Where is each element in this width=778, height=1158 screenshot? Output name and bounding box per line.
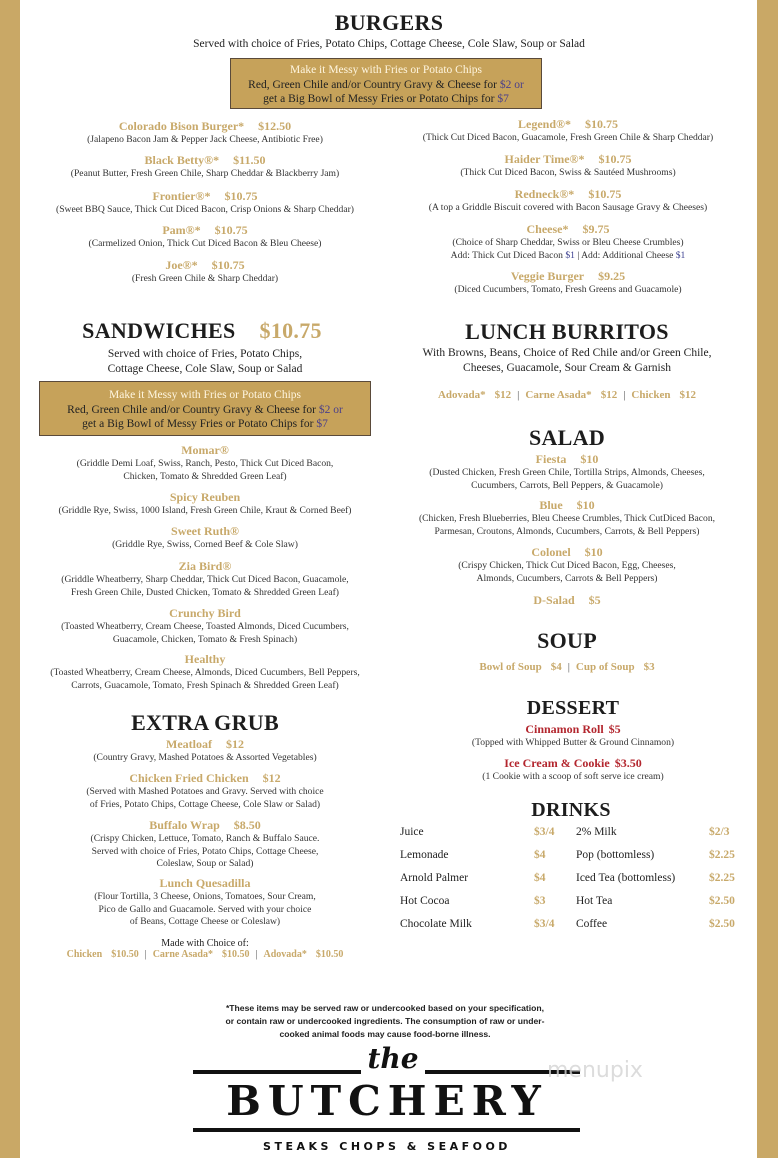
left-gold-border [0, 0, 20, 1158]
item-addons [451, 250, 686, 263]
soup-title: SOUP [537, 628, 597, 653]
item-description: (Sweet BBQ Sauce, Thick Cut Diced Bacon, Crisp Onions & Sharp Cheddar) [56, 204, 354, 215]
item-price: $10.75 [584, 117, 618, 131]
item-description: of Fries, Potato Chips, Cottage Cheese, Cole Slaw or Salad) [89, 798, 321, 810]
item-name-line [94, 876, 316, 891]
disclaimer-line: or contain raw or undercooked ingredients. The consumption of raw or under- [225, 1016, 545, 1026]
item-name-line [56, 189, 354, 204]
item-name: Legend®* [518, 117, 571, 131]
addon-price: $1 [565, 249, 575, 261]
option-price: $10.50 [111, 949, 139, 960]
item-description: (Thick Cut Diced Bacon, Swiss & Sautéed Mushrooms) [460, 167, 676, 178]
menu-item [423, 117, 713, 145]
subtitle-line: Served with choice of Fries, Potato Chips, [107, 348, 303, 360]
option-name: Bowl of Soup [479, 661, 542, 673]
item-price: $10.75 [224, 189, 258, 203]
option-price: $12 [494, 389, 512, 401]
item-description: (Chicken, Fresh Blueberries, Bleu Cheese Crumbles, Thick CutDiced Bacon, [418, 513, 716, 524]
subtitle-line: Cottage Cheese, Cole Slaw, Soup or Salad [107, 362, 303, 375]
item-name-line [472, 722, 674, 737]
item-description: (Fresh Green Chile & Sharp Cheddar) [131, 273, 279, 284]
option-name: Adovada* [437, 389, 486, 401]
item-name: Zia Bird® [178, 559, 232, 573]
menu-item [482, 756, 663, 784]
option-name: Carne Asada* [525, 389, 592, 401]
item-description: (Griddle Demi Loaf, Swiss, Ranch, Pesto, Thick Cut Diced Bacon, [76, 458, 334, 469]
item-description: (Thick Cut Diced Bacon, Guacamole, Fresh Green Chile & Sharp Cheddar) [422, 132, 714, 143]
separator: | [623, 389, 626, 401]
soup-options [479, 661, 654, 673]
option-name: Chicken [631, 389, 671, 401]
logo-rule [193, 1128, 580, 1132]
choice-label: Made with Choice of: [161, 938, 249, 949]
menu-item [61, 559, 348, 599]
menu-item [419, 498, 715, 538]
drink-name: 2% Milk [576, 826, 617, 838]
messy-heading: Make it Messy with Fries or Potato Chips [109, 389, 301, 401]
option-name: Chicken [66, 949, 103, 960]
messy-price: $7 [497, 93, 509, 105]
option-price: $4 [550, 661, 562, 673]
item-description: (A top a Griddle Biscuit covered with Bacon Sausage Gravy & Cheeses) [428, 202, 708, 213]
burrito-options [438, 389, 696, 401]
item-price: $9.75 [582, 222, 610, 236]
separator: | [255, 949, 258, 960]
drink-price: $2/3 [709, 826, 730, 838]
messy-price: $7 [316, 418, 328, 430]
item-price: $12 [262, 771, 281, 785]
menu-item [87, 119, 323, 147]
salad-title: SALAD [528, 425, 606, 450]
item-name-line [86, 771, 323, 786]
disclaimer-line: cooked animal foods may cause food-borne illness. [279, 1029, 491, 1039]
drink-price: $2.25 [709, 872, 735, 884]
item-name: Sweet Ruth® [171, 524, 239, 538]
logo-rule [193, 1070, 361, 1074]
menu-item [454, 269, 681, 297]
messy-line: get a Big Bowl of Messy Fries or Potato Chips for [263, 93, 498, 105]
item-description: (Griddle Rye, Swiss, 1000 Island, Fresh Green Chile, Kraut & Corned Beef) [58, 505, 352, 516]
item-description: Guacamole, Chicken, Tomato & Fresh Spinach) [112, 633, 298, 645]
messy-line: Red, Green Chile and/or Country Gravy & Cheese for [248, 78, 500, 91]
item-name: Black Betty®* [144, 153, 220, 167]
option-price: $12 [679, 389, 697, 401]
item-name: Buffalo Wrap [149, 818, 220, 832]
item-description: Pico de Gallo and Guacamole. Served with your choice [98, 903, 312, 915]
item-name: Haider Time®* [504, 152, 585, 166]
item-description: (Flour Tortilla, 3 Cheese, Onions, Tomatoes, Sour Cream, [94, 891, 316, 902]
item-description: Served with choice of Fries, Potato Chips, Cottage Cheese, [91, 845, 319, 857]
messy-line: get a Big Bowl of Messy Fries or Potato Chips for [82, 418, 317, 430]
item-price: $12.50 [258, 119, 292, 133]
menu-item [91, 818, 320, 871]
extra-grub-title: EXTRA GRUB [131, 710, 279, 735]
menu-item [429, 187, 707, 215]
dessert-title: DESSERT [526, 697, 620, 719]
item-name: Pam®* [162, 223, 201, 237]
item-name: Lunch Quesadilla [159, 876, 251, 890]
item-name-line [77, 443, 334, 458]
item-name-line [423, 117, 713, 132]
item-name: Momar® [181, 443, 229, 457]
item-name-line [454, 269, 681, 284]
item-name: D-Salad [533, 593, 575, 607]
menu-item [472, 722, 674, 750]
burritos-subtitle [423, 346, 712, 375]
drink-price: $2.50 [709, 895, 735, 907]
item-name: Joe®* [165, 258, 198, 272]
drink-price: $2.25 [709, 849, 735, 861]
item-name: Ice Cream & Cookie [504, 756, 610, 770]
watermark: menupix [547, 1058, 643, 1083]
menu-item [132, 258, 278, 286]
item-description: (Topped with Whipped Butter & Ground Cinnamon) [471, 737, 675, 748]
item-description: Parmesan, Croutons, Almonds, Cucumbers, Carrots, & Bell Peppers) [434, 525, 700, 537]
item-name: Veggie Burger [510, 269, 585, 283]
item-name-line [460, 152, 675, 167]
menu-item [533, 593, 600, 608]
menu-item [89, 223, 322, 251]
sandwiches-messy-box [39, 381, 371, 436]
messy-line: Red, Green Chile and/or Country Gravy & Cheese for [67, 403, 319, 416]
item-name-line [429, 187, 707, 202]
option-price: $12 [600, 389, 618, 401]
drink-name: Juice [400, 826, 424, 838]
item-price: $9.25 [598, 269, 626, 283]
item-description: Almonds, Cucumbers, Carrots & Bell Peppers) [476, 572, 658, 584]
menu-item [71, 153, 339, 181]
messy-price: $2 or [318, 403, 343, 416]
item-price: $10.75 [214, 223, 248, 237]
menu-item [458, 545, 676, 585]
item-name-line [59, 490, 352, 505]
item-description: (Choice of Sharp Cheddar, Swiss or Bleu Cheese Crumbles) [452, 237, 684, 248]
menu-item [94, 876, 316, 929]
item-description: of Beans, Cottage Cheese or Coleslaw) [129, 916, 281, 927]
drink-name: Lemonade [400, 849, 449, 861]
sandwiches-title-text: SANDWICHES [82, 318, 236, 343]
item-name: Healthy [184, 652, 226, 666]
item-description: (Griddle Wheatberry, Sharp Cheddar, Thick Cut Diced Bacon, Guacamole, [61, 574, 349, 585]
drinks-title: DRINKS [531, 799, 611, 821]
addon-price: $1 [675, 249, 686, 261]
drink-price: $4 [534, 849, 546, 861]
item-description: (Country Gravy, Mashed Potatoes & Assorted Vegetables) [93, 752, 317, 763]
item-name: Fiesta [535, 452, 567, 466]
item-name-line [93, 737, 316, 752]
item-description: (1 Cookie with a scoop of soft serve ice cream) [482, 771, 664, 782]
item-name: Crunchy Bird [169, 606, 241, 620]
item-name-line [458, 545, 676, 560]
item-price: $11.50 [233, 153, 266, 167]
item-name: Chicken Fried Chicken [129, 771, 249, 785]
burritos-title: LUNCH BURRITOS [465, 319, 669, 344]
item-price: $10 [584, 545, 603, 559]
option-name: Adovada* [263, 949, 307, 960]
item-name-line [112, 524, 298, 539]
menu-item [50, 652, 359, 692]
raw-food-disclaimer [226, 1002, 545, 1041]
item-name-line [482, 756, 663, 771]
item-name: Meatloaf [166, 737, 212, 751]
burgers-subtitle: Served with choice of Fries, Potato Chips, Cottage Cheese, Cole Slaw, Soup or Salad [193, 38, 585, 50]
drink-name: Chocolate Milk [400, 918, 472, 930]
item-description: (Peanut Butter, Fresh Green Chile, Sharp Cheddar & Blackberry Jam) [70, 168, 340, 179]
option-name: Carne Asada* [152, 949, 213, 960]
right-gold-border [757, 0, 778, 1158]
item-description: (Toasted Wheatberry, Cream Cheese, Toasted Almonds, Diced Cucumbers, [61, 621, 349, 632]
item-price: $5 [608, 722, 621, 736]
quesadilla-choices [67, 949, 344, 960]
item-name-line [50, 652, 359, 667]
sandwiches-price: $10.75 [259, 318, 322, 343]
drink-name: Hot Cocoa [400, 895, 450, 907]
drink-price: $3/4 [534, 918, 555, 930]
item-description: (Jalapeno Bacon Jam & Pepper Jack Cheese, Antibiotic Free) [87, 134, 323, 145]
item-price: $8.50 [233, 818, 261, 832]
option-name: Cup of Soup [575, 661, 635, 673]
item-name: Cheese* [526, 222, 569, 236]
logo-tagline: STEAKS CHOPS & SEAFOOD [263, 1140, 511, 1153]
item-price: $12 [225, 737, 244, 751]
item-description: (Served with Mashed Potatoes and Gravy. Served with choice [86, 786, 324, 797]
option-price: $10.50 [222, 949, 250, 960]
menu-item [59, 490, 352, 518]
item-description: Carrots, Guacamole, Tomato, Fresh Spinach & Shredded Green Leaf) [71, 679, 339, 691]
item-name-line [132, 258, 278, 273]
menu-item [86, 771, 323, 811]
burgers-title: BURGERS [334, 10, 444, 35]
option-price: $3 [643, 661, 655, 673]
addon-label: | Add: Additional Cheese [574, 249, 676, 261]
sandwiches-subtitle [108, 347, 303, 376]
menu-item [61, 606, 349, 646]
item-price: $10 [576, 498, 595, 512]
item-name: Cinnamon Roll [525, 722, 604, 736]
drink-name: Coffee [576, 918, 608, 930]
item-price: $10 [580, 452, 599, 466]
item-description: Coleslaw, Soup or Salad) [156, 858, 254, 869]
menu-item [56, 189, 354, 217]
item-name-line [533, 593, 600, 608]
item-description: Fresh Green Chile, Dusted Chicken, Tomato & Shredded Green Leaf) [71, 586, 339, 598]
menu-item [77, 443, 334, 483]
item-description: Chicken, Tomato & Shredded Green Leaf) [123, 470, 287, 482]
drink-name: Pop (bottomless) [576, 849, 655, 861]
separator: | [517, 389, 520, 401]
item-name-line [71, 153, 339, 168]
sandwiches-title [82, 318, 322, 344]
drink-name: Arnold Palmer [400, 872, 469, 884]
item-name: Blue [539, 498, 563, 512]
item-name-line [89, 223, 322, 238]
logo-the: the [367, 1042, 419, 1075]
item-description: Cucumbers, Carrots, Bell Peppers, & Guacamole) [471, 479, 663, 491]
item-description: (Diced Cucumbers, Tomato, Fresh Greens and Guacamole) [454, 284, 682, 295]
item-description: (Carmelized Onion, Thick Cut Diced Bacon & Bleu Cheese) [88, 238, 322, 249]
item-price: $10.75 [211, 258, 245, 272]
item-name-line [61, 559, 348, 574]
item-price: $5 [588, 593, 601, 607]
item-price: $3.50 [614, 756, 642, 770]
item-price: $10.75 [588, 187, 622, 201]
item-price: $10.75 [598, 152, 632, 166]
item-name: Redneck®* [514, 187, 575, 201]
drink-price: $4 [534, 872, 546, 884]
drink-price: $3/4 [534, 826, 555, 838]
menu-item [429, 452, 704, 492]
separator: | [144, 949, 147, 960]
burgers-messy-box [230, 58, 542, 109]
menu-item [93, 737, 316, 765]
drink-price: $3 [534, 895, 546, 907]
messy-price: $2 or [499, 78, 524, 91]
subtitle-line: Cheeses, Guacamole, Sour Cream & Garnish [463, 361, 671, 374]
subtitle-line: With Browns, Beans, Choice of Red Chile and/or Green Chile, [422, 347, 712, 359]
drink-name: Iced Tea (bottomless) [576, 872, 676, 884]
item-name-line [429, 452, 704, 467]
item-name-line [451, 222, 686, 237]
item-name-line [61, 606, 349, 621]
item-name: Colorado Bison Burger* [118, 119, 245, 133]
item-name: Frontier®* [152, 189, 211, 203]
menu-item [460, 152, 675, 180]
menu-item [112, 524, 298, 552]
drink-price: $2.50 [709, 918, 735, 930]
logo-butchery: BUTCHERY [226, 1077, 548, 1125]
addon-label: Add: Thick Cut Diced Bacon [450, 249, 566, 261]
item-name-line [419, 498, 715, 513]
disclaimer-line: *These items may be served raw or undercooked based on your specification, [225, 1003, 545, 1013]
option-price: $10.50 [315, 949, 344, 960]
item-description: (Griddle Rye, Swiss, Corned Beef & Cole Slaw) [112, 539, 298, 550]
drink-name: Hot Tea [576, 895, 613, 907]
item-description: (Dusted Chicken, Fresh Green Chile, Tortilla Strips, Almonds, Cheeses, [429, 467, 705, 478]
item-name-line [87, 119, 323, 134]
separator: | [567, 661, 570, 673]
item-description: (Crispy Chicken, Thick Cut Diced Bacon, Egg, Cheeses, [458, 560, 676, 571]
item-name: Spicy Reuben [169, 490, 241, 504]
messy-heading: Make it Messy with Fries or Potato Chips [290, 64, 482, 76]
item-name: Colonel [531, 545, 571, 559]
menu-item [451, 222, 686, 262]
item-description: (Toasted Wheatberry, Cream Cheese, Almonds, Diced Cucumbers, Bell Peppers, [50, 667, 360, 678]
item-name-line [91, 818, 320, 833]
item-description: (Crispy Chicken, Lettuce, Tomato, Ranch & Buffalo Sauce. [90, 833, 320, 844]
